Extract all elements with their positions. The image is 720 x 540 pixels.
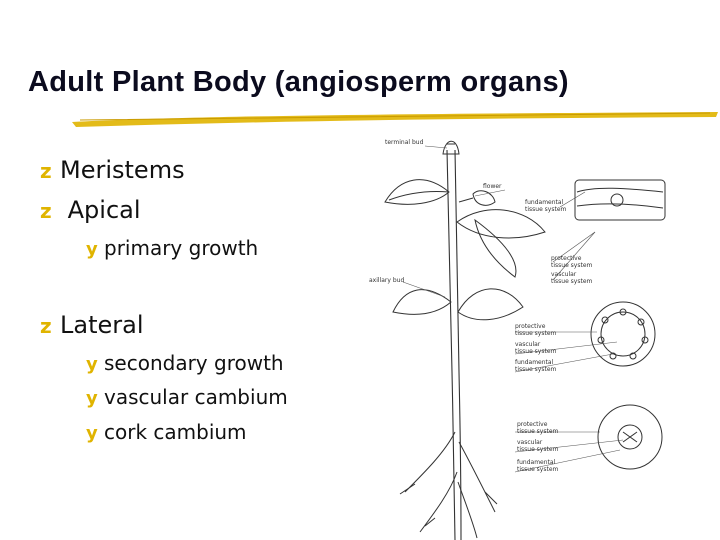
bullet-marker: z <box>40 199 52 223</box>
bullet-primary-growth: y primary growth <box>86 236 259 260</box>
label-vascular-2b: tissue system <box>515 348 557 355</box>
label-fundamental-2: fundamental <box>515 359 554 366</box>
label-fundamental-3: fundamental <box>517 459 556 466</box>
bullet-marker: z <box>40 314 52 338</box>
bullet-lateral: z Lateral <box>40 311 144 339</box>
label-protective-3: protective <box>517 421 548 428</box>
label-protective-2b: tissue system <box>515 330 557 337</box>
plant-body-diagram <box>355 132 685 540</box>
label-terminal-bud: terminal bud <box>385 139 424 146</box>
bullet-marker: y <box>86 239 98 260</box>
bullet-marker: y <box>86 388 98 409</box>
bullet-vascular-cambium: y vascular cambium <box>86 385 288 409</box>
label-protective-1b: tissue system <box>551 262 593 269</box>
label-protective-3b: tissue system <box>517 428 559 435</box>
label-axillary-bud: axillary bud <box>369 277 405 284</box>
bullet-secondary-growth: y secondary growth <box>86 351 284 375</box>
bullet-list <box>40 0 360 540</box>
bullet-apical: z Apical <box>40 196 141 224</box>
bullet-marker: y <box>86 423 98 444</box>
bullet-marker: z <box>40 159 52 183</box>
label-vascular-3b: tissue system <box>517 446 559 453</box>
bullet-meristems: z Meristems <box>40 156 185 184</box>
label-vascular-2: vascular <box>515 341 541 348</box>
label-fundamental-2b: tissue system <box>515 366 557 373</box>
label-vascular-3: vascular <box>517 439 543 446</box>
label-vascular-1: vascular <box>551 271 577 278</box>
label-fundamental-1b: tissue system <box>525 206 567 213</box>
bullet-cork-cambium: y cork cambium <box>86 420 247 444</box>
label-fundamental-1: fundamental <box>525 199 564 206</box>
label-protective-1: protective <box>551 255 582 262</box>
bullet-marker: y <box>86 354 98 375</box>
label-fundamental-3b: tissue system <box>517 466 559 473</box>
label-protective-2: protective <box>515 323 546 330</box>
slide-title: Adult Plant Body (angiosperm organs) <box>28 66 569 98</box>
label-flower: flower <box>483 183 502 190</box>
label-vascular-1b: tissue system <box>551 278 593 285</box>
